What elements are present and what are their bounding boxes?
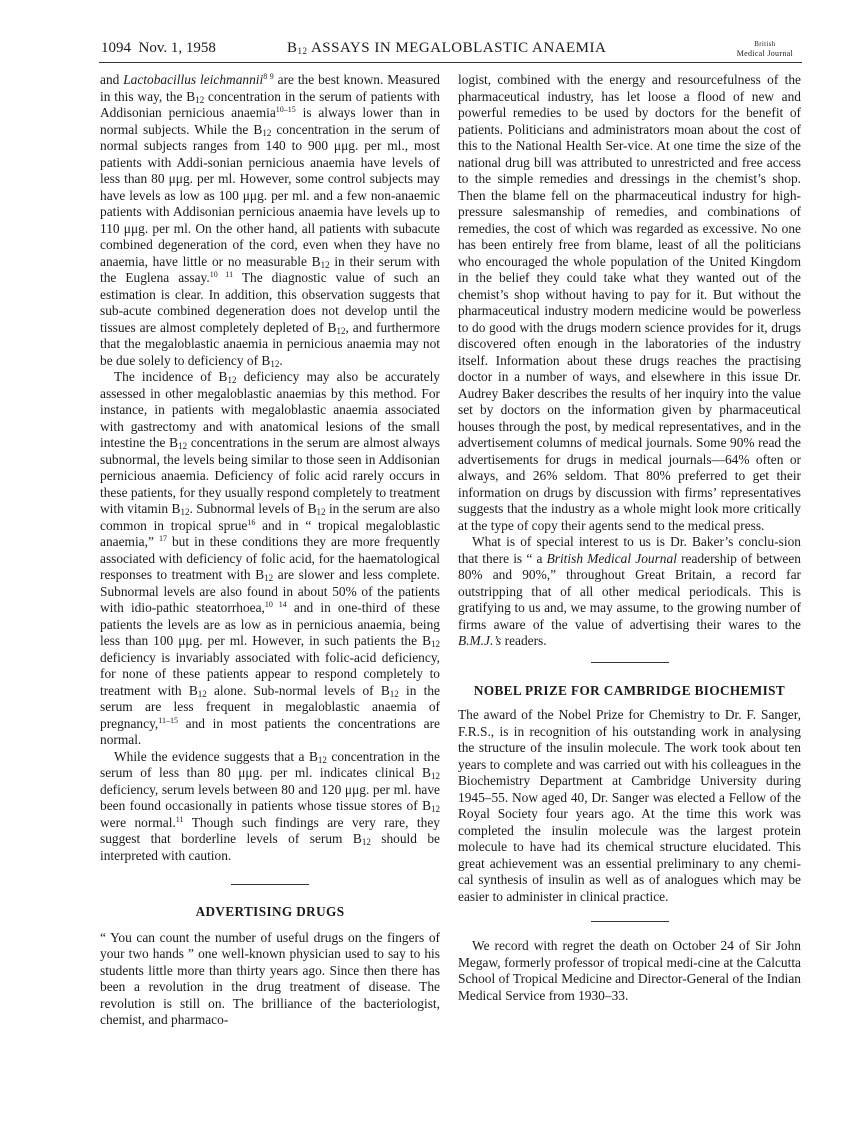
left-column — [100, 72, 440, 1029]
right-column — [458, 72, 801, 1004]
heading-nobel-prize: NOBEL PRIZE FOR CAMBRIDGE BIOCHEMIST — [473, 682, 786, 698]
heading-advertising-drugs: ADVERTISING DRUGS — [195, 904, 345, 919]
section-divider — [591, 921, 669, 922]
paragraph-nobel-prize: The award of the Nobel Prize for Chemistry to Dr. F. Sanger, F.R.S., is in recognition of his outstanding work in analysing the structure of the insulin molecule. The work took about ten years to complete and was carried out with his colleagues in the Biochemistry Department at Cambridge University during 1945–55. Now aged 40, Dr. Sanger was elected a Fellow of the Royal Society four years ago. At the time this work was completed the insulin molecule was the largest protein molecule to have had its chemical structure elucidated. This great achievement was an essential preliminary to any chemi-cal synthesis of insulin as well as of analogues which may be easier to administer in clinical practice. — [458, 707, 801, 904]
issue-date: Nov. 1, 1958 — [138, 40, 216, 56]
paragraph-advertising-body: logist, combined with the energy and resourcefulness of the pharmaceutical industry, has let loose a flood of new and powerful remedies to be used by doctors for the benefit of patients. Politicians and administrators moan about the cost of this to the National Health Ser-vice. At one time the size of the national drug bill was attributed to unrestricted and free access to the simple remedies and dressings in the chemist’s shop. Then the blame fell on the pharmaceutical industry for high-pressure salesmanship of remedies, and combinations of remedies, the cost of which was regarded as excessive. No one has been entirely free from blame, least of all the politicians who encouraged the whole population of the United Kingdom in the belief they could take what they wanted out of the chemist’s shop without having to pay for it. But without the pharmaceutical industry modern medicine would be powerless to do good with the drugs modern science provides for it, drugs discovered often enough in the laboratories of the industry itself. Information about these drugs reaches the practising doctor in a number of ways, and elsewhere in this issue Dr. Audrey Baker describes the results of her inquiry into the value set by doctors on the information given by pharmaceutical houses through the post, by medical representatives, and in the advertisement columns of medical journals. Some 90% read the advertisements for drugs in medical journals—64% often or always, and 26% seldom. That 80% preferred to get their information on drugs by discussion with firms’ representatives suggests that the industry as a whole might look more critically at the type of copy their agents send to the medical press. — [458, 72, 801, 533]
section-divider — [231, 884, 309, 885]
paragraph-bmj-readership: What is of special interest to us is Dr. Baker’s conclu-sion that there is “ a British Medical Journal readership of between 80% and 90%,” throughout Great Britain, a record far outstripping that of all other medical periodicals. This is gratifying to us and, we may assume, to the growing number of firms aware of the value of advertising their wares to the B.M.J.’s readers. — [458, 534, 801, 648]
paragraph-advertising-intro: “ You can count the number of useful drugs on the fingers of your two hands ” one well-known physician used to say to his students little more than thirty years ago. Since then there has been a revolution in the drug treatment of disease. The revolution is still on. The brilliance of the bacteriologist, chemist, and pharmaco- — [100, 929, 440, 1027]
page-number: 1094 — [101, 40, 131, 56]
running-title: $B_{12}$ ASSAYS IN MEGALOBLASTIC ANAEMIA — [287, 40, 607, 56]
journal-name: British Medical Journal — [736, 40, 793, 58]
paragraph-b12-incidence: The incidence of $B_{12}$ deficiency may also be accurately assessed in other megaloblastic anaemias by this method. For instance, in patients with megaloblastic anaemia associated with gastrectomy and with anatomical lesions of the small intestine the $B_{12}$ concentrations in the serum are almost always subnormal, the levels being similar to those seen in Addisonian pernicious anaemia. Deficiency of folic acid rarely occurs in these patients, for they usually respond completely to treatment with vitamin $B_{12}$. Subnormal levels of $B_{12}$ in the serum are also common in tropical sprue$^{16}$ and in “ tropical megaloblastic anaemia,” $^{17}$ but in these conditions they are more frequently associated with deficiency of folic acid, for the haematological responses to treatment with $B_{12}$ are slower and less complete. Subnormal levels are also found in about 50% of the patients with idio-pathic steatorrhoea,$^{10 14}$ and in one-third of these patients the levels are as low as in pernicious anaemia, being less than 100 μμg. per ml. However, in such patients the $B_{12}$ deficiency is invariably associated with folic-acid deficiency, for none of these patients appear to respond completely to treatment with $B_{12}$ alone. Sub-normal levels of $B_{12}$ in the serum are less frequent in megaloblastic anaemia of pregnancy,$^{11-15}$ and in most patients the concentrations are normal. — [100, 369, 441, 747]
page-header — [101, 40, 801, 62]
paragraph-b12-measurement: and Lactobacillus leichmannii$^{8 9}$ are the best known. Measured in this way, the $B_{12}$ concentration in the serum of patients with Addisonian pernicious anaemia$^{10-15}$ is always lower than in normal subjects. While the $B_{12}$ concentration in the serum of normal subjects ranges from 140 to 900 μμg. per ml., most patients with Addi-sonian pernicious anaemia have levels of less than 80 μμg. per ml. However, some control subjects may have levels as low as 100 μμg. per ml. and a few non-anaemic patients with Addisonian pernicious anaemia have levels up to 110 μμg. per ml. On the other hand, all patients with subacute combined degeneration of the cord, even when they have no anaemia, have little or no measurable $B_{12}$ in their serum with the Euglena assay.$^{10 11}$ The diagnostic value of such an estimation is clear. In addition, this observation suggests that sub-acute combined degeneration does not develop until the tissues are almost completely depleted of $B_{12}$, and furthermore that the megaloblastic anaemia in pernicious anaemia may not be due solely to deficiency of $B_{12}$. — [100, 72, 441, 369]
paragraph-b12-borderline: While the evidence suggests that a $B_{12}$ concentration in the serum of less than 80 μμg. per ml. indicates clinical $B_{12}$ deficiency, serum levels between 80 and 120 μμg. per ml. have been found occasionally in patients whose tissue stores of $B_{12}$ were normal.$^{11}$ Though such findings are very rare, they suggest that borderline levels of serum $B_{12}$ should be interpreted with caution. — [100, 748, 440, 863]
header-rule — [99, 62, 802, 63]
paragraph-obituary: We record with regret the death on October 24 of Sir John Megaw, formerly professor of tropical medi-cine at the Calcutta School of Tropical Medicine and Director-General of the Indian Medical Service from 1930–33. — [458, 938, 801, 1003]
page-number-date — [101, 40, 216, 57]
section-divider — [591, 662, 669, 663]
